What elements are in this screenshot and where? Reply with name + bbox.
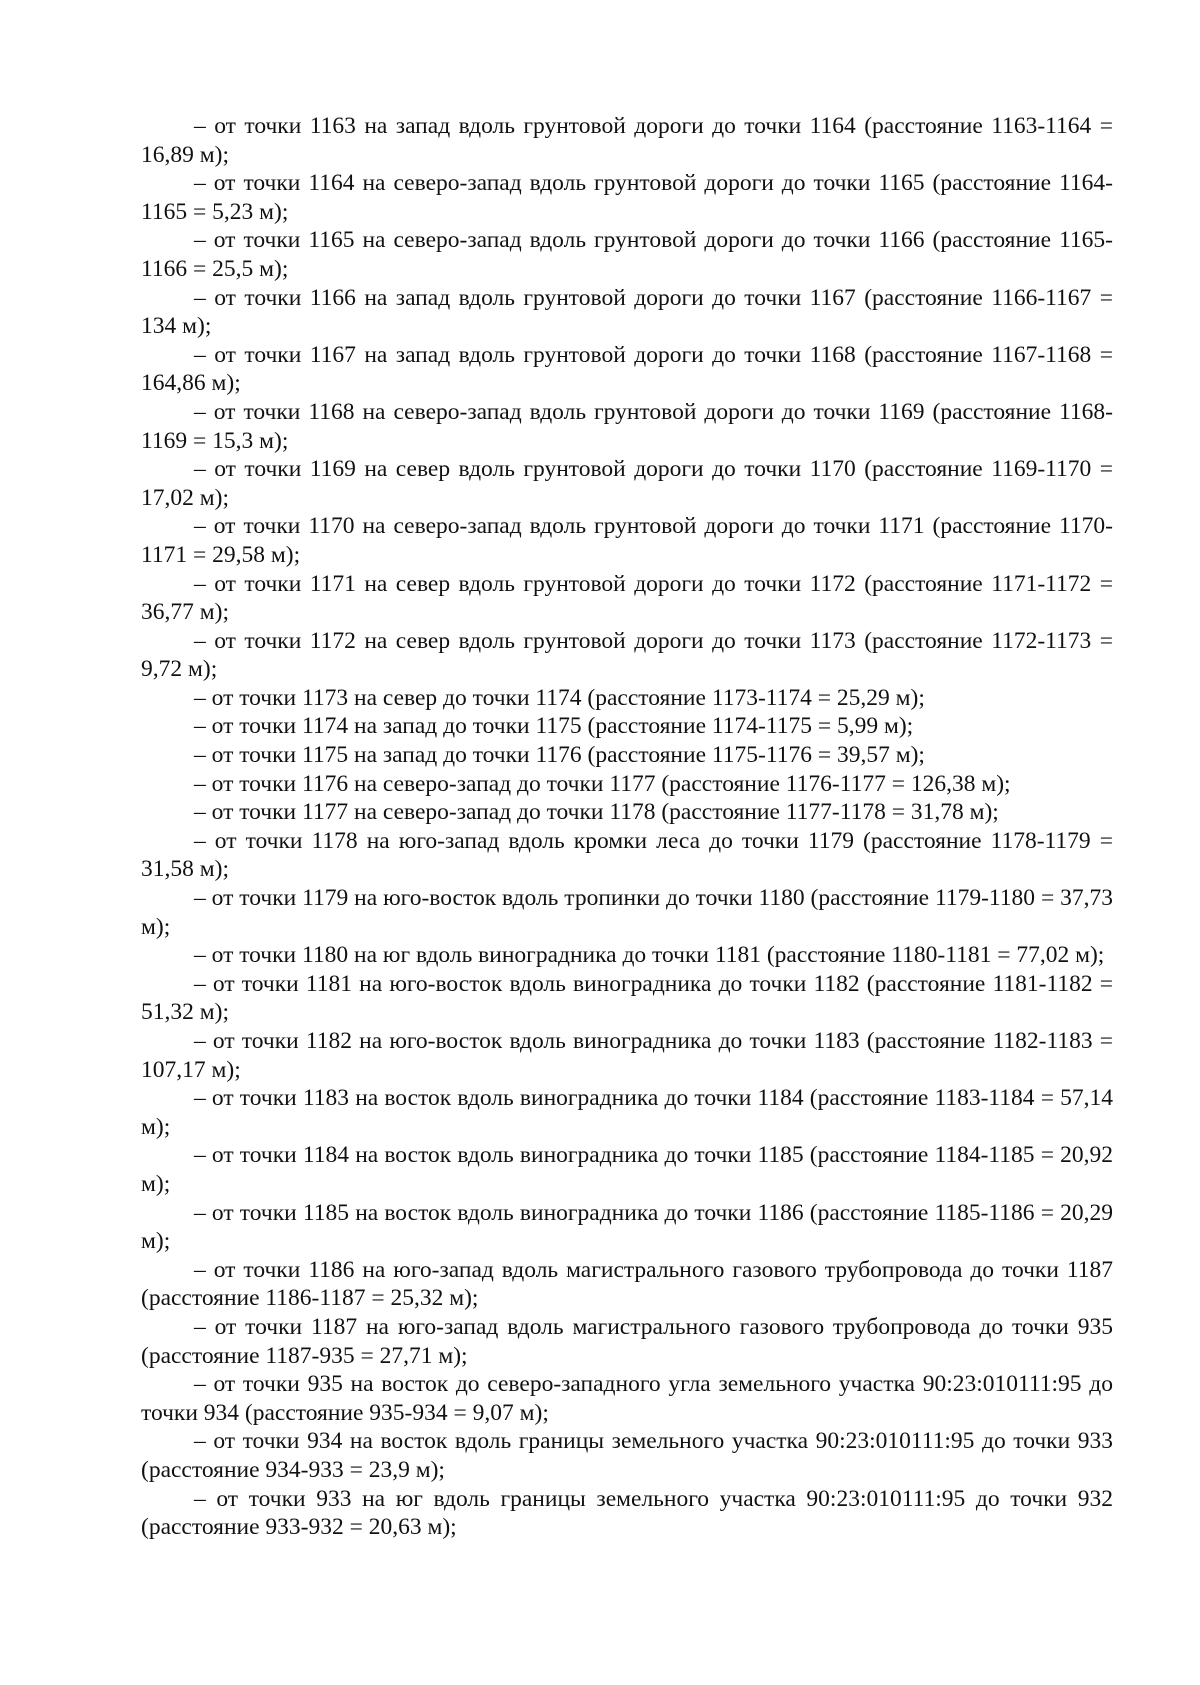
boundary-paragraph: – от точки 1179 на юго-восток вдоль тропинки до точки 1180 (расстояние 1179-1180 = 37,73 м);: [141, 885, 1113, 940]
boundary-paragraph: – от точки 1181 на юго-восток вдоль виноградника до точки 1182 (расстояние 1181-1182 = 51,32 м);: [141, 970, 1113, 1026]
boundary-paragraph: – от точки 1186 на юго-запад вдоль магистрального газового трубопровода до точки 1187 (расстояние 1186-1187 = 25,32 м);: [141, 1256, 1113, 1312]
boundary-paragraph: – от точки 1174 на запад до точки 1175 (расстояние 1174-1175 = 5,99 м);: [194, 713, 914, 740]
boundary-paragraph: – от точки 1173 на север до точки 1174 (расстояние 1173-1174 = 25,29 м);: [194, 684, 925, 711]
boundary-paragraph: – от точки 1172 на север вдоль грунтовой дороги до точки 1173 (расстояние 1172-1173 = 9,72 м);: [141, 627, 1113, 683]
boundary-paragraph: – от точки 934 на восток вдоль границы земельного участка 90:23:010111:95 до точки 933 (расстояние 934-933 = 23,9 м);: [141, 1428, 1113, 1483]
boundary-paragraph: – от точки 1166 на запад вдоль грунтовой дороги до точки 1167 (расстояние 1166-1167 = 134 м);: [141, 284, 1113, 340]
boundary-paragraph: – от точки 1177 на северо-запад до точки 1178 (расстояние 1177-1178 = 31,78 м);: [194, 799, 999, 826]
boundary-paragraph: – от точки 1168 на северо-запад вдоль грунтовой дороги до точки 1169 (расстояние 1168-1169 = 15,3 м);: [141, 398, 1113, 454]
document-body: [141, 112, 1113, 1542]
boundary-paragraph: – от точки 1185 на восток вдоль виноградника до точки 1186 (расстояние 1185-1186 = 20,29 м);: [141, 1199, 1113, 1255]
boundary-paragraph: – от точки 1164 на северо-запад вдоль грунтовой дороги до точки 1165 (расстояние 1164-1165 = 5,23 м);: [141, 170, 1113, 225]
boundary-paragraph: – от точки 1171 на север вдоль грунтовой дороги до точки 1172 (расстояние 1171-1172 = 36,77 м);: [141, 570, 1113, 626]
boundary-paragraph: – от точки 1176 на северо-запад до точки 1177 (расстояние 1176-1177 = 126,38 м);: [194, 770, 1011, 797]
boundary-paragraph: – от точки 1165 на северо-запад вдоль грунтовой дороги до точки 1166 (расстояние 1165-1166 = 25,5 м);: [141, 227, 1113, 282]
boundary-paragraph: – от точки 1175 на запад до точки 1176 (расстояние 1175-1176 = 39,57 м);: [194, 742, 925, 769]
boundary-paragraph: – от точки 1182 на юго-восток вдоль виноградника до точки 1183 (расстояние 1182-1183 = 107,17 м);: [141, 1028, 1113, 1083]
boundary-paragraph: – от точки 1187 на юго-запад вдоль магистрального газового трубопровода до точки 935 (расстояние 1187-935 = 27,71 м);: [141, 1313, 1113, 1369]
boundary-paragraph: – от точки 1170 на северо-запад вдоль грунтовой дороги до точки 1171 (расстояние 1170-1171 = 29,58 м);: [141, 513, 1113, 568]
boundary-paragraph: – от точки 1167 на запад вдоль грунтовой дороги до точки 1168 (расстояние 1167-1168 = 164,86 м);: [141, 341, 1113, 397]
boundary-paragraph: – от точки 935 на восток до северо-западного угла земельного участка 90:23:010111:95 до точки 934 (расстояние 935-934 = 9,07 м);: [141, 1371, 1113, 1426]
boundary-paragraph: – от точки 1178 на юго-запад вдоль кромки леса до точки 1179 (расстояние 1178-1179 = 31,58 м);: [141, 827, 1113, 883]
boundary-paragraph: – от точки 1184 на восток вдоль виноградника до точки 1185 (расстояние 1184-1185 = 20,92 м);: [141, 1142, 1113, 1197]
boundary-paragraph: – от точки 1163 на запад вдоль грунтовой дороги до точки 1164 (расстояние 1163-1164 = 16,89 м);: [141, 113, 1113, 168]
boundary-paragraph: – от точки 933 на юг вдоль границы земельного участка 90:23:010111:95 до точки 932 (расстояние 933-932 = 20,63 м);: [141, 1485, 1113, 1541]
boundary-paragraph: – от точки 1183 на восток вдоль виноградника до точки 1184 (расстояние 1183-1184 = 57,14 м);: [141, 1085, 1113, 1140]
boundary-paragraph: – от точки 1169 на север вдоль грунтовой дороги до точки 1170 (расстояние 1169-1170 = 17,02 м);: [141, 456, 1113, 511]
boundary-paragraph: – от точки 1180 на юг вдоль виноградника до точки 1181 (расстояние 1180-1181 = 77,02 м);: [194, 942, 1105, 969]
